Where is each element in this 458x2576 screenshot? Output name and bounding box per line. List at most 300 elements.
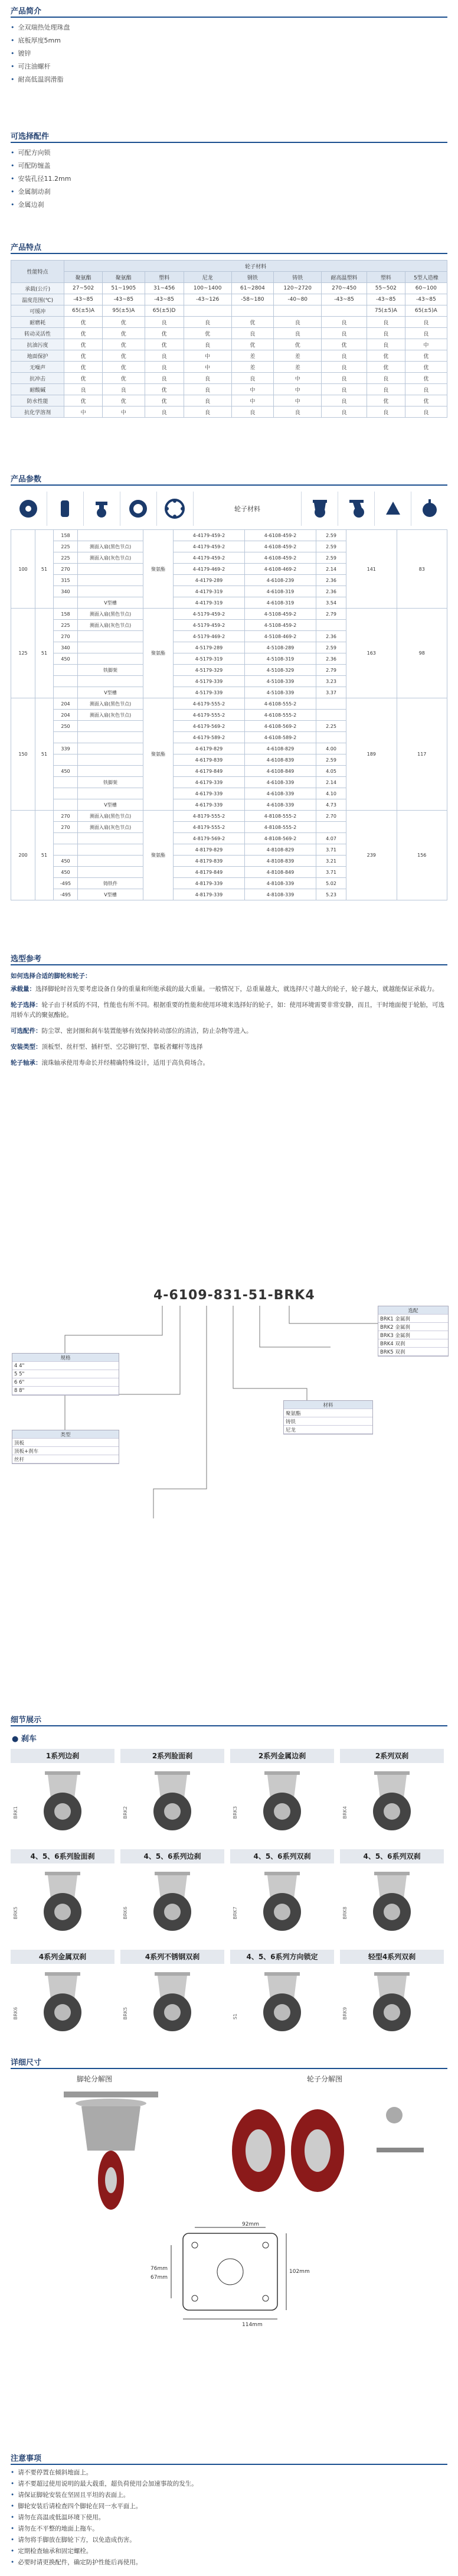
table-cell: 优 xyxy=(145,384,184,395)
selection-title: 选型参考 xyxy=(11,955,42,964)
table-row xyxy=(11,384,447,395)
table-cell: 65(±5)A xyxy=(64,305,103,317)
table-cell: 4-5108-329 xyxy=(245,665,316,676)
table-cell: 良 xyxy=(322,317,367,328)
mount-box: 类型 顶板 顶板+刹车 丝杆 xyxy=(12,1430,119,1464)
table-row xyxy=(11,406,447,418)
table-cell: 良 xyxy=(145,317,184,328)
row-label: 转动灵活性 xyxy=(11,328,64,339)
table-cell: 4-8108-339 xyxy=(245,889,316,900)
wheel-exploded-title: 轮子分解图 xyxy=(307,2075,343,2083)
table-header: 尼龙 xyxy=(184,272,231,283)
table-cell: 良 xyxy=(231,373,274,384)
table-cell: 良 xyxy=(405,317,447,328)
brake-card-caption: 2系列脸面刹 xyxy=(120,1749,224,1763)
table-cell: 4-8108-569-2 xyxy=(245,833,316,844)
table-cell xyxy=(316,698,346,710)
table-cell: 51~1905 xyxy=(103,283,145,294)
table-cell: 4-6108-459-2 xyxy=(245,530,316,541)
brake-card-caption: 4、5、6系列边刹 xyxy=(120,1849,224,1863)
table-cell: 测面入扇(黑色节点) xyxy=(78,541,143,552)
brake-card-caption: 1系列边刹 xyxy=(11,1749,114,1763)
table-cell: 差 xyxy=(274,362,322,373)
table-cell: 65(±5)D xyxy=(145,305,184,317)
material-box: 材料 聚氨酯 铸铁 尼龙 xyxy=(283,1400,373,1435)
details-title: 细节展示 xyxy=(11,1716,42,1725)
table-cell: 156 xyxy=(397,811,447,900)
table-cell: 4-8179-849 xyxy=(174,867,245,878)
table-cell: 优 xyxy=(145,339,184,350)
table-cell: 270 xyxy=(54,631,78,642)
table-cell: 4-8179-839 xyxy=(174,856,245,867)
table-cell: 良 xyxy=(231,406,274,418)
table-cell: 中 xyxy=(103,406,145,418)
brake-card xyxy=(120,1950,224,2038)
swivel-caster-icon xyxy=(338,492,375,526)
table-cell: 4-6108-339 xyxy=(245,777,316,788)
table-cell: 4-5179-289 xyxy=(174,642,245,653)
table-cell xyxy=(78,732,143,743)
table-cell: 4-6108-555-2 xyxy=(245,710,316,721)
divider xyxy=(11,484,447,486)
notes-title: 注意事项 xyxy=(11,2454,42,2463)
brake-card xyxy=(230,1849,334,1938)
table-cell xyxy=(316,620,346,631)
table-cell: 4-6179-829 xyxy=(174,743,245,754)
table-cell: 4-5108-339 xyxy=(245,687,316,698)
caster-image xyxy=(33,1970,92,2035)
table-cell: 4-5179-459-2 xyxy=(174,620,245,631)
brake-card-code: BRK6 xyxy=(123,1906,128,1919)
table-cell: 测面入扇(黑色节点) xyxy=(78,698,143,710)
table-cell: 良 xyxy=(405,384,447,395)
option-box: 选配 BRK1 金属刹 BRK2 金属刹 BRK3 金属刹 BRK4 双刹 BRK5 双刹 xyxy=(378,1306,449,1357)
notes-list xyxy=(11,2467,198,2568)
table-cell: 250 xyxy=(54,721,78,732)
table-cell: 4-6108-339 xyxy=(245,788,316,799)
table-row xyxy=(11,530,447,541)
table-cell: 优 xyxy=(64,328,103,339)
table-cell: 2.79 xyxy=(316,665,346,676)
table-cell xyxy=(78,575,143,586)
table-cell: 450 xyxy=(54,653,78,665)
table-cell: V型槽 xyxy=(78,799,143,811)
table-row xyxy=(11,395,447,406)
table-cell: 优 xyxy=(103,339,145,350)
table-cell: 2.25 xyxy=(316,721,346,732)
table-cell: 良 xyxy=(367,317,405,328)
table-cell: 优 xyxy=(145,328,184,339)
load-icon xyxy=(375,492,411,526)
table-cell: 良 xyxy=(145,406,184,418)
table-cell: 优 xyxy=(103,350,145,362)
table-cell xyxy=(231,305,274,317)
table-cell: 优 xyxy=(64,317,103,328)
brake-card-code: BRK7 xyxy=(233,1906,238,1919)
table-cell: 良 xyxy=(322,406,367,418)
brake-card-code: BRK4 xyxy=(342,1806,348,1819)
table-cell: 铸铁件 xyxy=(78,878,143,889)
table-cell xyxy=(54,754,78,766)
table-cell: -495 xyxy=(54,878,78,889)
table-cell xyxy=(54,597,78,609)
table-row xyxy=(11,283,447,294)
divider xyxy=(11,1725,447,1726)
table-cell xyxy=(78,766,143,777)
table-cell: 良 xyxy=(322,328,367,339)
table-cell: 良 xyxy=(322,350,367,362)
caster-image xyxy=(253,1869,312,1934)
table-cell: 良 xyxy=(231,328,274,339)
table-cell: 4-6108-239 xyxy=(245,575,316,586)
caster-image xyxy=(143,1769,202,1834)
table-cell: 中 xyxy=(405,339,447,350)
table-cell: 4-4179-469-2 xyxy=(174,564,245,575)
wheel-material-header: 轮子材料 xyxy=(194,492,302,526)
table-cell: 3.23 xyxy=(316,676,346,687)
table-cell xyxy=(78,867,143,878)
table-cell: 4.00 xyxy=(316,743,346,754)
table-cell: 4.07 xyxy=(316,833,346,844)
table-cell: 4.05 xyxy=(316,766,346,777)
table-cell: 中 xyxy=(231,395,274,406)
caster-exploded-title: 脚轮分解图 xyxy=(77,2075,113,2083)
bearing-icon xyxy=(157,492,194,526)
table-cell: 中 xyxy=(184,350,231,362)
brake-card xyxy=(11,1749,114,1837)
table-cell: 4-6179-839 xyxy=(174,754,245,766)
table-cell: 98 xyxy=(397,609,447,698)
table-cell: 测面入扇(黑色节点) xyxy=(78,811,143,822)
divider xyxy=(11,964,447,965)
table-cell: 2.14 xyxy=(316,777,346,788)
table-cell: 良 xyxy=(322,362,367,373)
table-header: 性能特点 xyxy=(11,261,64,283)
table-cell: 31~456 xyxy=(145,283,184,294)
table-row xyxy=(11,698,447,710)
table-cell xyxy=(54,665,78,676)
table-cell xyxy=(78,676,143,687)
table-cell xyxy=(78,844,143,856)
list-item: • 必要时请更换配件，确定防护性能后再使用。 xyxy=(11,2557,198,2568)
table-cell: 270 xyxy=(54,564,78,575)
table-cell: 2.79 xyxy=(316,609,346,620)
dimensions-title: 详细尺寸 xyxy=(11,2058,42,2067)
table-cell: 良 xyxy=(145,350,184,362)
table-cell: 3.71 xyxy=(316,844,346,856)
table-cell xyxy=(78,856,143,867)
table-cell: 2.59 xyxy=(316,754,346,766)
table-cell: 340 xyxy=(54,642,78,653)
table-cell: 270~450 xyxy=(322,283,367,294)
table-cell: 51 xyxy=(35,811,54,900)
table-cell xyxy=(54,844,78,856)
caster-image xyxy=(33,1769,92,1834)
table-row xyxy=(11,362,447,373)
table-cell: 120~2720 xyxy=(274,283,322,294)
table-cell: 良 xyxy=(367,339,405,350)
table-cell: 4-6108-555-2 xyxy=(245,698,316,710)
table-cell xyxy=(54,777,78,788)
table-cell: 4-6179-339 xyxy=(174,799,245,811)
list-item: • 耐高低温润滑脂 xyxy=(11,73,70,86)
brake-card xyxy=(340,1950,444,2038)
row-label: 地面保护 xyxy=(11,350,64,362)
table-cell xyxy=(184,305,231,317)
table-cell: 优 xyxy=(103,362,145,373)
table-cell: 测面入扇(黑色节点) xyxy=(78,609,143,620)
table-cell: 4-6108-319 xyxy=(245,597,316,609)
table-cell: 良 xyxy=(322,384,367,395)
table-cell: 优 xyxy=(367,395,405,406)
table-cell: 239 xyxy=(346,811,397,900)
brake-subtitle: ● 刹车 xyxy=(12,1735,37,1744)
table-cell: 2.36 xyxy=(316,575,346,586)
brake-card-caption: 4、5、6系列方向锁定 xyxy=(230,1950,334,1964)
table-cell: 225 xyxy=(54,541,78,552)
list-item: • 底板厚度5mm xyxy=(11,34,70,47)
table-cell: 200 xyxy=(11,811,35,900)
table-header: 聚氨酯 xyxy=(103,272,145,283)
table-cell: -58~180 xyxy=(231,294,274,305)
table-cell xyxy=(78,586,143,597)
table-cell: 4-8179-829 xyxy=(174,844,245,856)
table-cell: 测面入扇(灰色节点) xyxy=(78,552,143,564)
dim-label: 67mm xyxy=(151,2275,168,2281)
brake-card xyxy=(11,1950,114,2038)
caster-image xyxy=(143,1970,202,2035)
divider xyxy=(11,253,447,254)
selection-para: 安装类型：顶板型、丝杆型、插杆型、空芯铆钉型、靠板者螺杆等选择 xyxy=(11,1043,203,1050)
table-cell: 3.37 xyxy=(316,687,346,698)
table-cell: 225 xyxy=(54,552,78,564)
brake-card-code: S1 xyxy=(233,2013,238,2019)
table-cell xyxy=(54,788,78,799)
table-row xyxy=(11,350,447,362)
table-row xyxy=(11,373,447,384)
table-cell: 优 xyxy=(64,373,103,384)
table-cell: -43~85 xyxy=(103,294,145,305)
table-cell: 2.59 xyxy=(316,642,346,653)
row-label: 抗油污度 xyxy=(11,339,64,350)
table-cell: 聚氨酯 xyxy=(143,698,174,811)
table-cell: 良 xyxy=(367,384,405,395)
table-cell: 测面入扇(灰色节点) xyxy=(78,710,143,721)
table-cell: 优 xyxy=(405,373,447,384)
list-item: • 可配防缠盖 xyxy=(11,160,71,173)
table-cell: 优 xyxy=(64,350,103,362)
table-cell: 良 xyxy=(145,373,184,384)
table-header: 耐高温塑料 xyxy=(322,272,367,283)
brake-card-code: BRK2 xyxy=(123,1806,128,1819)
list-item: • 全双瑞热处理珠盘 xyxy=(11,21,70,34)
table-cell: -43~85 xyxy=(64,294,103,305)
table-cell: 141 xyxy=(346,530,397,609)
table-cell: 优 xyxy=(322,339,367,350)
brake-card-code: BRK8 xyxy=(342,1906,348,1919)
table-cell: 4-6108-589-2 xyxy=(245,732,316,743)
table-cell: 2.59 xyxy=(316,552,346,564)
table-cell: 优 xyxy=(231,317,274,328)
table-header: 钢铁 xyxy=(231,272,274,283)
table-cell: 测面入扇(灰色节点) xyxy=(78,822,143,833)
exploded-diagram xyxy=(11,2086,447,2216)
table-cell: 4-8108-555-2 xyxy=(245,822,316,833)
table-cell: 4-5179-319 xyxy=(174,653,245,665)
brake-card-code: BRK9 xyxy=(342,2006,348,2019)
table-cell: 优 xyxy=(64,362,103,373)
table-cell: 良 xyxy=(367,373,405,384)
table-cell: 158 xyxy=(54,530,78,541)
selection-paras xyxy=(11,984,447,1074)
list-item: • 请勿在不平整的地面上拖车。 xyxy=(11,2523,198,2535)
table-cell xyxy=(78,721,143,732)
table-cell: 158 xyxy=(54,609,78,620)
table-cell: 4-6179-555-2 xyxy=(174,698,245,710)
table-cell xyxy=(78,653,143,665)
table-cell xyxy=(274,305,322,317)
list-item: • 安装孔径11.2mm xyxy=(11,173,71,186)
caster-image xyxy=(33,1869,92,1934)
table-cell: 良 xyxy=(405,406,447,418)
table-header: 铸铁 xyxy=(274,272,322,283)
table-cell: 339 xyxy=(54,743,78,754)
table-cell: 4-8108-339 xyxy=(245,878,316,889)
table-cell: 4-4179-319 xyxy=(174,597,245,609)
table-cell: 204 xyxy=(54,698,78,710)
table-cell: 铁脚架 xyxy=(78,777,143,788)
table-row xyxy=(11,328,447,339)
table-header: 轮子材料 xyxy=(64,261,447,272)
wheel-size-icon xyxy=(11,492,47,526)
table-cell: 4-8179-339 xyxy=(174,878,245,889)
table-cell: 4-5179-329 xyxy=(174,665,245,676)
table-cell: 4-4179-319 xyxy=(174,586,245,597)
intro-title: 产品简介 xyxy=(11,7,42,16)
table-cell: 125 xyxy=(11,609,35,698)
table-cell xyxy=(78,833,143,844)
table-cell: 60~100 xyxy=(405,283,447,294)
selection-para: 承载量：选择脚轮时首先要考虑设备自身的重量和所能承载的最大重量。一般情况下，总重量越大，就选择尺寸越大的轮子，轮子越大，就越能保证承载力。 xyxy=(11,985,439,993)
table-cell: 4-6108-459-2 xyxy=(245,552,316,564)
list-item: • 请保证脚轮安装在坚固且平坦的表面上。 xyxy=(11,2490,198,2501)
table-cell: 150 xyxy=(11,698,35,811)
divider xyxy=(11,2464,447,2465)
table-cell: 450 xyxy=(54,766,78,777)
model-code: 4-6109-831-51-BRK4 xyxy=(153,1288,315,1303)
brake-card-caption: 4系列金属双刹 xyxy=(11,1950,114,1964)
table-cell: 4-5108-319 xyxy=(245,653,316,665)
table-cell: 4-4179-459-2 xyxy=(174,530,245,541)
table-cell: 2.36 xyxy=(316,631,346,642)
table-cell: -43~85 xyxy=(405,294,447,305)
table-cell: 450 xyxy=(54,867,78,878)
brake-card xyxy=(11,1849,114,1938)
table-cell: 4-8108-849 xyxy=(245,867,316,878)
table-cell: 4-5108-459-2 xyxy=(245,609,316,620)
brake-card xyxy=(230,1749,334,1837)
list-item: • 可注油螺杆 xyxy=(11,60,70,73)
table-cell: 良 xyxy=(274,317,322,328)
table-row xyxy=(11,609,447,620)
list-item: • 请勿将手脚放在脚轮下方，以免造成伤害。 xyxy=(11,2535,198,2546)
features-title: 产品特点 xyxy=(11,243,42,252)
table-cell xyxy=(78,754,143,766)
table-cell: 3.54 xyxy=(316,597,346,609)
features-table xyxy=(11,260,447,418)
table-cell: 4-8179-555-2 xyxy=(174,811,245,822)
table-cell: 良 xyxy=(184,317,231,328)
table-cell: 4-8108-839 xyxy=(245,856,316,867)
table-cell: 4-6179-339 xyxy=(174,777,245,788)
table-cell: 4-5108-339 xyxy=(245,676,316,687)
table-cell xyxy=(316,710,346,721)
height-icon xyxy=(84,492,120,526)
table-cell: 优 xyxy=(405,362,447,373)
table-cell xyxy=(78,743,143,754)
table-cell: 良 xyxy=(274,406,322,418)
table-cell: 良 xyxy=(322,395,367,406)
table-cell: 聚氨酯 xyxy=(143,530,174,609)
table-row xyxy=(11,317,447,328)
table-cell: 良 xyxy=(367,328,405,339)
table-cell: 55~502 xyxy=(367,283,405,294)
table-cell: 4-4179-289 xyxy=(174,575,245,586)
tread-icon xyxy=(120,492,157,526)
table-cell: 优 xyxy=(103,373,145,384)
accessories-list xyxy=(11,147,71,212)
table-cell: 优 xyxy=(367,362,405,373)
table-cell: 优 xyxy=(367,350,405,362)
table-cell: 61~2804 xyxy=(231,283,274,294)
brake-card-caption: 2系列金属边刹 xyxy=(230,1749,334,1763)
list-item: • 请不要超过使用说明的最大载重，超负荷使用会加速事故的发生。 xyxy=(11,2479,198,2490)
table-cell: 优 xyxy=(103,395,145,406)
table-cell: 4-5179-469-2 xyxy=(174,631,245,642)
brake-card xyxy=(230,1950,334,2038)
brake-card-caption: 4、5、6系列双刹 xyxy=(340,1849,444,1863)
row-label: 承载(公斤) xyxy=(11,283,64,294)
table-cell: 良 xyxy=(184,406,231,418)
table-cell: 4-5108-459-2 xyxy=(245,620,316,631)
table-cell: 4-8179-555-2 xyxy=(174,822,245,833)
table-cell: 75(±5)A xyxy=(367,305,405,317)
selection-subtitle: 如何选择合适的脚轮和轮子： xyxy=(11,972,91,980)
caster-image xyxy=(253,1970,312,2035)
table-row xyxy=(11,339,447,350)
table-cell: 4-6108-459-2 xyxy=(245,541,316,552)
table-cell: 良 xyxy=(184,373,231,384)
table-cell: 差 xyxy=(274,350,322,362)
table-cell xyxy=(54,687,78,698)
brake-card xyxy=(120,1749,224,1837)
caster-image xyxy=(143,1869,202,1934)
brake-card-code: BRK5 xyxy=(13,1906,18,1919)
table-cell: 良 xyxy=(145,362,184,373)
wheel-width-icon xyxy=(47,492,84,526)
table-cell xyxy=(54,799,78,811)
table-cell: 优 xyxy=(405,350,447,362)
table-cell: 4-5108-469-2 xyxy=(245,631,316,642)
table-cell: 4-4179-459-2 xyxy=(174,541,245,552)
dim-label: 114mm xyxy=(242,2322,263,2328)
table-cell: 4-5179-339 xyxy=(174,676,245,687)
table-cell: 4.73 xyxy=(316,799,346,811)
table-cell: 225 xyxy=(54,620,78,631)
table-cell: 4.10 xyxy=(316,788,346,799)
table-cell: 中 xyxy=(64,406,103,418)
table-cell: 中 xyxy=(184,362,231,373)
